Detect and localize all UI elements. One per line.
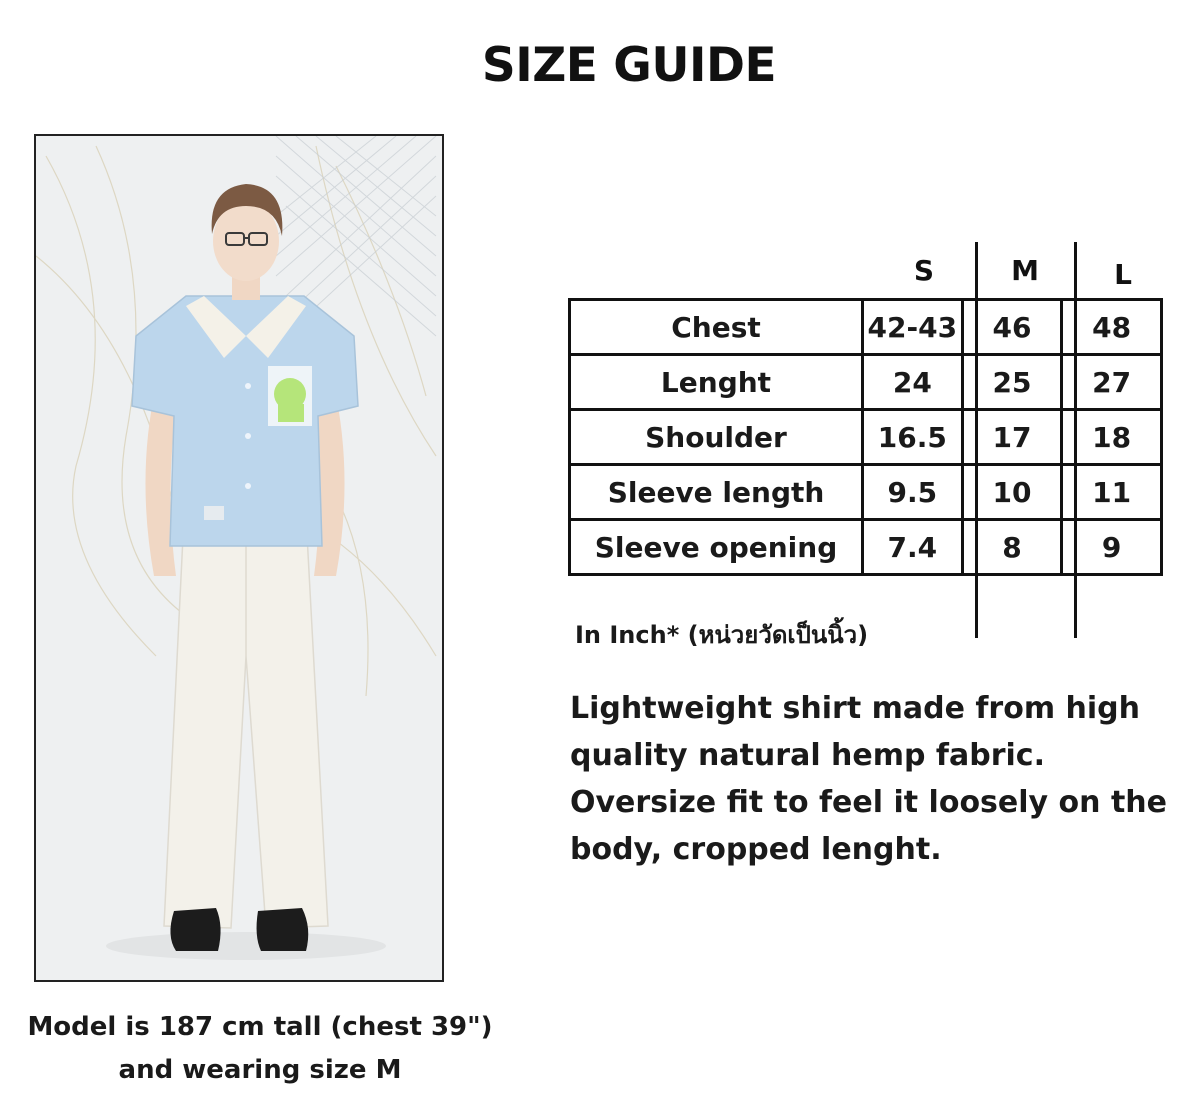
row-label: Lenght <box>570 355 863 410</box>
description-line: Lightweight shirt made from high <box>570 691 1141 726</box>
size-header-m: M <box>1011 254 1039 287</box>
table-row <box>570 465 1162 520</box>
row-label: Shoulder <box>570 410 863 465</box>
size-value: 11 <box>1062 465 1162 520</box>
size-value: 7.4 <box>863 520 963 575</box>
size-header-s: S <box>913 254 935 287</box>
size-value: 9.5 <box>863 465 963 520</box>
size-table <box>568 298 1163 576</box>
size-value: 10 <box>962 465 1062 520</box>
size-value: 8 <box>962 520 1062 575</box>
size-value: 46 <box>962 300 1062 355</box>
size-value: 17 <box>962 410 1062 465</box>
row-label: Chest <box>570 300 863 355</box>
description-line: Oversize fit to feel it loosely on the <box>570 785 1167 820</box>
size-value: 9 <box>1062 520 1162 575</box>
caption-line-1: Model is 187 cm tall (chest 39") <box>27 1012 493 1042</box>
size-header-l: L <box>1114 258 1132 291</box>
model-illustration <box>36 136 442 980</box>
table-row <box>570 300 1162 355</box>
description-line: quality natural hemp fabric. <box>570 738 1045 773</box>
size-value: 18 <box>1062 410 1162 465</box>
size-value: 48 <box>1062 300 1162 355</box>
size-value: 25 <box>962 355 1062 410</box>
row-label: Sleeve length <box>570 465 863 520</box>
size-value: 16.5 <box>863 410 963 465</box>
description-line: body, cropped lenght. <box>570 832 942 867</box>
size-chart <box>568 242 1163 642</box>
unit-note: In Inch* (หน่วยวัดเป็นนิ้ว) <box>575 621 869 649</box>
page-title: SIZE GUIDE <box>481 38 777 93</box>
table-row <box>570 520 1162 575</box>
product-description <box>570 685 1167 873</box>
table-row <box>570 410 1162 465</box>
row-label: Sleeve opening <box>570 520 863 575</box>
model-caption <box>10 1006 510 1092</box>
size-value: 24 <box>863 355 963 410</box>
model-photo <box>34 134 444 982</box>
caption-line-2: and wearing size M <box>118 1055 402 1085</box>
size-value: 42-43 <box>863 300 963 355</box>
size-value: 27 <box>1062 355 1162 410</box>
table-row <box>570 355 1162 410</box>
